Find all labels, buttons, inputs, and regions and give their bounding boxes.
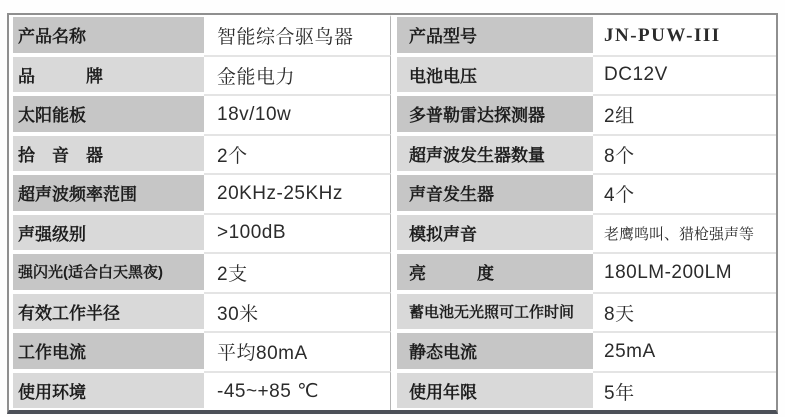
spec-value	[204, 173, 391, 213]
spec-value	[204, 94, 391, 134]
spec-label-text: 声强级别	[18, 224, 86, 244]
spec-label	[9, 15, 204, 55]
spec-label	[9, 292, 204, 332]
spec-value-text: 5年	[604, 382, 635, 404]
spec-value	[593, 331, 776, 371]
table-row	[9, 371, 776, 411]
table-row	[9, 252, 776, 292]
spec-label-text: 品 牌	[18, 66, 103, 86]
spec-label-text: 强闪光(适合白天黑夜)	[18, 264, 163, 282]
spec-value-text: 2支	[217, 264, 248, 286]
spec-value-text: 8个	[604, 145, 635, 167]
spec-value	[204, 371, 391, 411]
spec-label	[9, 134, 204, 174]
spec-label-text: 产品名称	[18, 27, 86, 47]
spec-label	[9, 252, 204, 292]
spec-value	[593, 15, 776, 55]
table-row	[9, 173, 776, 213]
spec-label-text: 静态电流	[409, 343, 477, 363]
spec-label	[391, 252, 593, 292]
spec-label	[391, 94, 593, 134]
spec-value-text: 2组	[604, 106, 635, 128]
table-row	[9, 292, 776, 332]
spec-label	[391, 213, 593, 253]
spec-label-text: 使用环境	[18, 382, 86, 402]
spec-label-text: 产品型号	[409, 27, 477, 47]
spec-value-text: 8天	[604, 303, 635, 325]
table-row	[9, 55, 776, 95]
product-spec-table	[7, 13, 778, 414]
spec-label-text: 超声波发生器数量	[409, 145, 545, 165]
spec-value-text: 18v/10w	[217, 103, 292, 125]
spec-label-text: 蓄电池无光照可工作时间	[409, 303, 575, 321]
spec-label	[9, 173, 204, 213]
spec-value	[204, 213, 391, 253]
table-row	[9, 213, 776, 253]
spec-value-text: DC12V	[604, 64, 668, 86]
spec-value	[204, 15, 391, 55]
spec-value-text: 4个	[604, 185, 635, 207]
spec-value	[204, 55, 391, 95]
spec-label-text: 模拟声音	[409, 224, 477, 244]
spec-label	[391, 173, 593, 213]
spec-value-text: -45~+85 ℃	[217, 380, 319, 402]
spec-label-text: 拾 音 器	[18, 145, 103, 165]
spec-value	[593, 94, 776, 134]
spec-value	[204, 252, 391, 292]
spec-value	[204, 331, 391, 371]
spec-label-text: 太阳能板	[18, 106, 86, 126]
spec-label-text: 有效工作半径	[18, 303, 120, 323]
spec-label	[391, 331, 593, 371]
spec-value	[593, 252, 776, 292]
spec-label	[9, 55, 204, 95]
spec-label-text: 多普勒雷达探测器	[409, 106, 545, 126]
spec-label-text: 亮 度	[409, 264, 494, 284]
spec-value	[204, 292, 391, 332]
table-row	[9, 15, 776, 55]
spec-label	[391, 15, 593, 55]
table-row	[9, 134, 776, 174]
spec-label-text: 使用年限	[409, 382, 477, 402]
spec-label-text: 超声波频率范围	[18, 185, 137, 205]
spec-label	[9, 331, 204, 371]
spec-value-text: 20KHz-25KHz	[217, 182, 343, 204]
table-row	[9, 94, 776, 134]
spec-value	[204, 134, 391, 174]
spec-value-text: 智能综合驱鸟器	[217, 27, 354, 49]
spec-value-text: 平均80mA	[217, 343, 308, 365]
table-row	[9, 331, 776, 371]
spec-value	[593, 213, 776, 253]
spec-label-text: 电池电压	[409, 66, 477, 86]
spec-value	[593, 173, 776, 213]
spec-label	[9, 94, 204, 134]
spec-label	[391, 371, 593, 411]
spec-label	[9, 213, 204, 253]
spec-value-text: JN-PUW-III	[604, 24, 721, 46]
spec-label	[391, 292, 593, 332]
spec-value-text: 180LM-200LM	[604, 261, 733, 283]
spec-value	[593, 371, 776, 411]
spec-value-text: 30米	[217, 303, 259, 325]
spec-label	[391, 134, 593, 174]
spec-label	[9, 371, 204, 411]
spec-label-text: 工作电流	[18, 343, 86, 363]
spec-value-text: 2个	[217, 145, 248, 167]
spec-value	[593, 292, 776, 332]
spec-label	[391, 55, 593, 95]
spec-value	[593, 134, 776, 174]
spec-label-text: 声音发生器	[409, 185, 494, 205]
spec-value-text: 金能电力	[217, 66, 296, 88]
spec-value-text: 老鹰鸣叫、猎枪强声等	[604, 225, 755, 243]
spec-value-text: >100dB	[217, 222, 287, 244]
spec-value-text: 25mA	[604, 340, 656, 362]
spec-value	[593, 55, 776, 95]
